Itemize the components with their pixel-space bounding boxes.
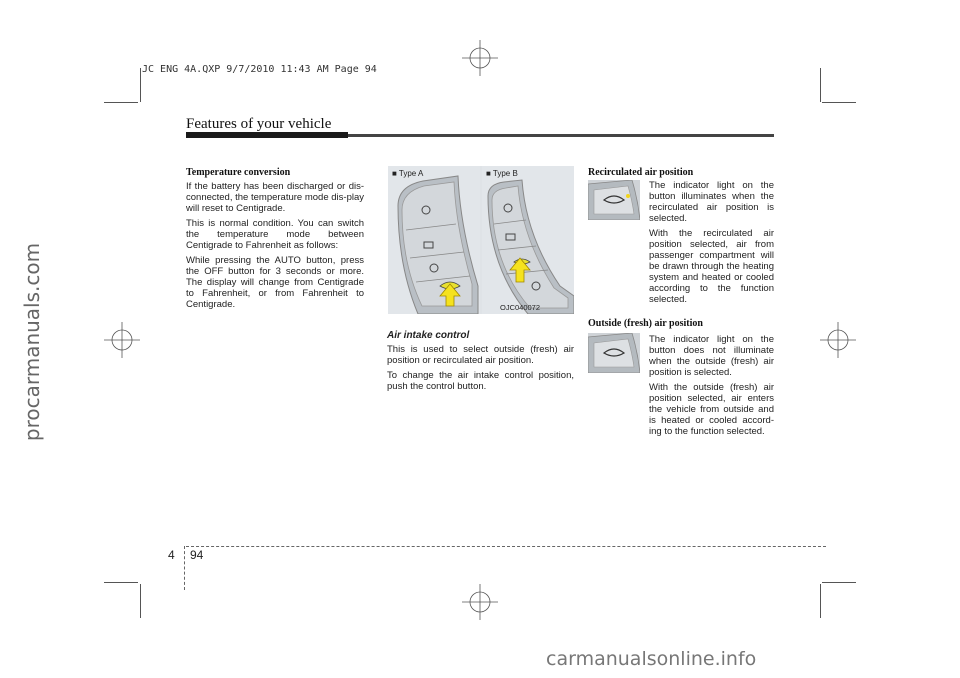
crop-mark <box>820 584 821 618</box>
paragraph: If the battery has been discharged or dis-connected, the temperature mode dis-play will reset to Centigrade. <box>186 181 364 214</box>
registration-mark-icon <box>462 40 498 76</box>
paragraph: With the recirculated air position selected, air from passenger compartment will be drawn through the heating system and heated or cooled according to the function selected. <box>649 228 774 305</box>
print-slug: JC ENG 4A.QXP 9/7/2010 11:43 AM Page 94 <box>142 64 377 75</box>
air-intake-section <box>387 330 574 396</box>
control-panel-a-icon <box>388 166 480 314</box>
recirculated-text <box>649 180 774 309</box>
footer-divider <box>184 546 185 590</box>
paragraph: While pressing the AUTO button, press the OFF button for 3 seconds or more. The display will change from Centigrade to Fahrenheit, or from Fahrenheit to Centigrade. <box>186 255 364 310</box>
paragraph: With the outside (fresh) air position selected, air enters the vehicle from outside and is heated or cooled accord-ing to the function selected. <box>649 382 774 437</box>
watermark-left: procarmanuals.com <box>20 242 44 442</box>
figure-label-type-a: ■ Type A <box>392 169 424 178</box>
recirculated-section <box>588 167 776 177</box>
air-intake-figure <box>388 166 574 314</box>
control-panel-b-icon <box>482 166 574 314</box>
crop-mark <box>822 102 856 103</box>
figure-code: OJC040072 <box>500 303 541 312</box>
chapter-number: 4 <box>168 548 175 562</box>
page-number: 94 <box>190 548 204 562</box>
recirculated-button-icon <box>588 180 640 220</box>
paragraph: This is used to select outside (fresh) air position or recirculated air position. <box>387 344 574 366</box>
paragraph: To change the air intake control position, push the control button. <box>387 370 574 392</box>
page-header-title: Features of your vehicle <box>186 116 332 132</box>
figure-type-a <box>388 166 480 314</box>
registration-mark-icon <box>820 322 856 358</box>
header-bar <box>186 132 348 138</box>
footer-rule <box>186 546 826 547</box>
registration-mark-icon <box>462 584 498 620</box>
outside-air-button-icon <box>588 333 640 373</box>
crop-mark <box>140 68 141 102</box>
crop-mark <box>104 582 138 583</box>
section-title: Air intake control <box>387 330 470 341</box>
paragraph: This is normal condition. You can switch the temperature mode between Centigrade to Fahrenheit as follows: <box>186 218 364 251</box>
paragraph: The indicator light on the button does not illuminate when the outside (fresh) air position is selected. <box>649 334 774 378</box>
registration-mark-icon <box>104 322 140 358</box>
figure-label-type-b: ■ Type B <box>486 169 518 178</box>
crop-mark <box>140 584 141 618</box>
crop-mark <box>820 68 821 102</box>
section-title: Recirculated air position <box>588 167 694 178</box>
crop-mark <box>104 102 138 103</box>
outside-air-text <box>649 334 774 441</box>
section-title: Outside (fresh) air position <box>588 318 703 329</box>
watermark-bottom: carmanualsonline.info <box>546 648 757 670</box>
section-title: Temperature conversion <box>186 167 291 178</box>
figure-type-b <box>482 166 574 314</box>
temperature-section <box>186 167 364 314</box>
paragraph: The indicator light on the button illuminates when the recirculated air position is selected. <box>649 180 774 224</box>
crop-mark <box>822 582 856 583</box>
